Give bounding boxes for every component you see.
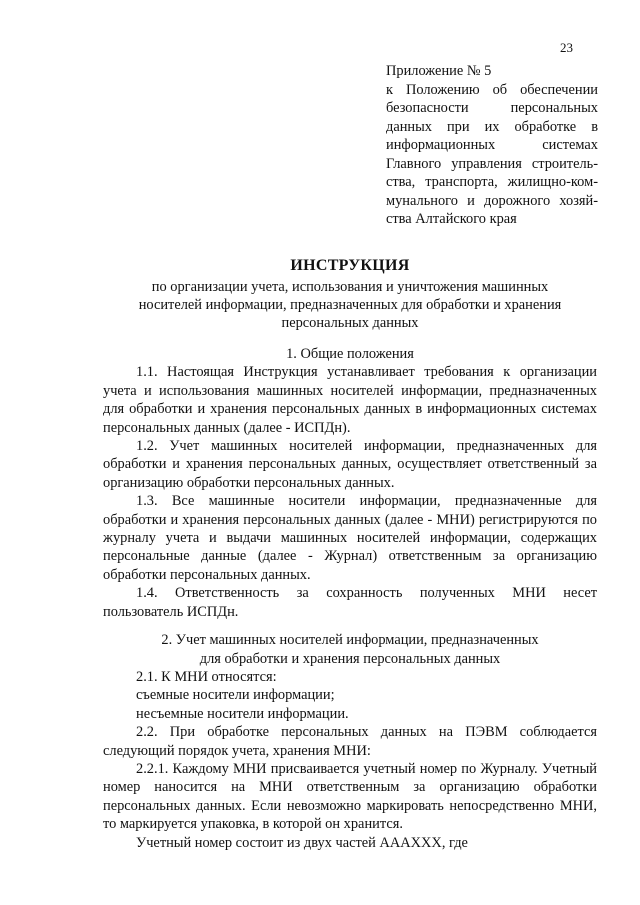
document-title: ИНСТРУКЦИЯ (290, 257, 410, 274)
document-body (103, 345, 597, 852)
document-subtitle-line: носителей информации, предназначенных для обработки и хранения (138, 297, 562, 313)
appendix-line: ства, транспорта, жилищно-ком- (386, 174, 598, 190)
appendix-line: безопасности персональных (386, 100, 598, 116)
paragraph-1-2: 1.2. Учет машинных носителей информации, предназначенных для обработки и хранения персональных данных, осуществляет ответственный за организацию обработки персональных данных. (103, 438, 597, 491)
list-item-nonremovable: несъемные носители информации. (136, 705, 349, 722)
paragraph-1-4: 1.4. Ответственность за сохранность полученных МНИ несет пользователь ИСПДн. (103, 585, 597, 620)
appendix-line: мунального и дорожного хозяй- (386, 192, 598, 209)
paragraph-1-3: 1.3. Все машинные носители информации, предназначенные для обработки и хранения персональных данных (далее - МНИ) регистрируются по журналу учета и выдачи машинных носителей информации, содержащих персональные данные (далее - Журнал) ответственным за организацию обработки персональных данных. (103, 493, 597, 583)
document-subtitle-line: по организации учета, использования и уничтожения машинных (151, 279, 549, 295)
section2-heading-line2: для обработки и хранения персональных данных (199, 650, 501, 667)
paragraph-1-1: 1.1. Настоящая Инструкция устанавливает требования к организации учета и использования машинных носителей информации, предназначенных для обработки и хранения персональных данных в информационных системах персональных данных (далее - ИСПДн). (103, 364, 597, 436)
document-subtitle-line: персональных данных (281, 315, 419, 331)
list-item-removable: съемные носители информации; (136, 687, 335, 704)
appendix-line: ства Алтайского края (386, 211, 517, 227)
page-number: 23 (560, 40, 573, 55)
appendix-line: данных при их обработке в (386, 118, 598, 135)
appendix-line: информационных системах (386, 137, 598, 153)
appendix-line: к Положению об обеспечении (386, 81, 598, 98)
appendix-line: Главного управления строитель- (386, 155, 598, 172)
section2-heading-line1: 2. Учет машинных носителей информации, предназначенных (161, 632, 539, 649)
appendix-title: Приложение № 5 (386, 63, 492, 79)
paragraph-2-2-1: 2.2.1. Каждому МНИ присваивается учетный номер по Журналу. Учетный номер наносится на МНИ ответственным за организацию обработки персональных данных. Если невозможно маркировать непосредственно МНИ, то маркируется упаковка, в которой он хранится. (103, 760, 597, 833)
paragraph-2-1: 2.1. К МНИ относятся: (136, 668, 277, 685)
appendix-block (386, 62, 598, 229)
section1-heading: 1. Общие положения (286, 346, 414, 362)
paragraph-2-2: 2.2. При обработке персональных данных на ПЭВМ соблюдается следующий порядок учета, хранения МНИ: (103, 724, 597, 759)
paragraph-number-format: Учетный номер состоит из двух частей АААХХХ, где (136, 834, 468, 851)
